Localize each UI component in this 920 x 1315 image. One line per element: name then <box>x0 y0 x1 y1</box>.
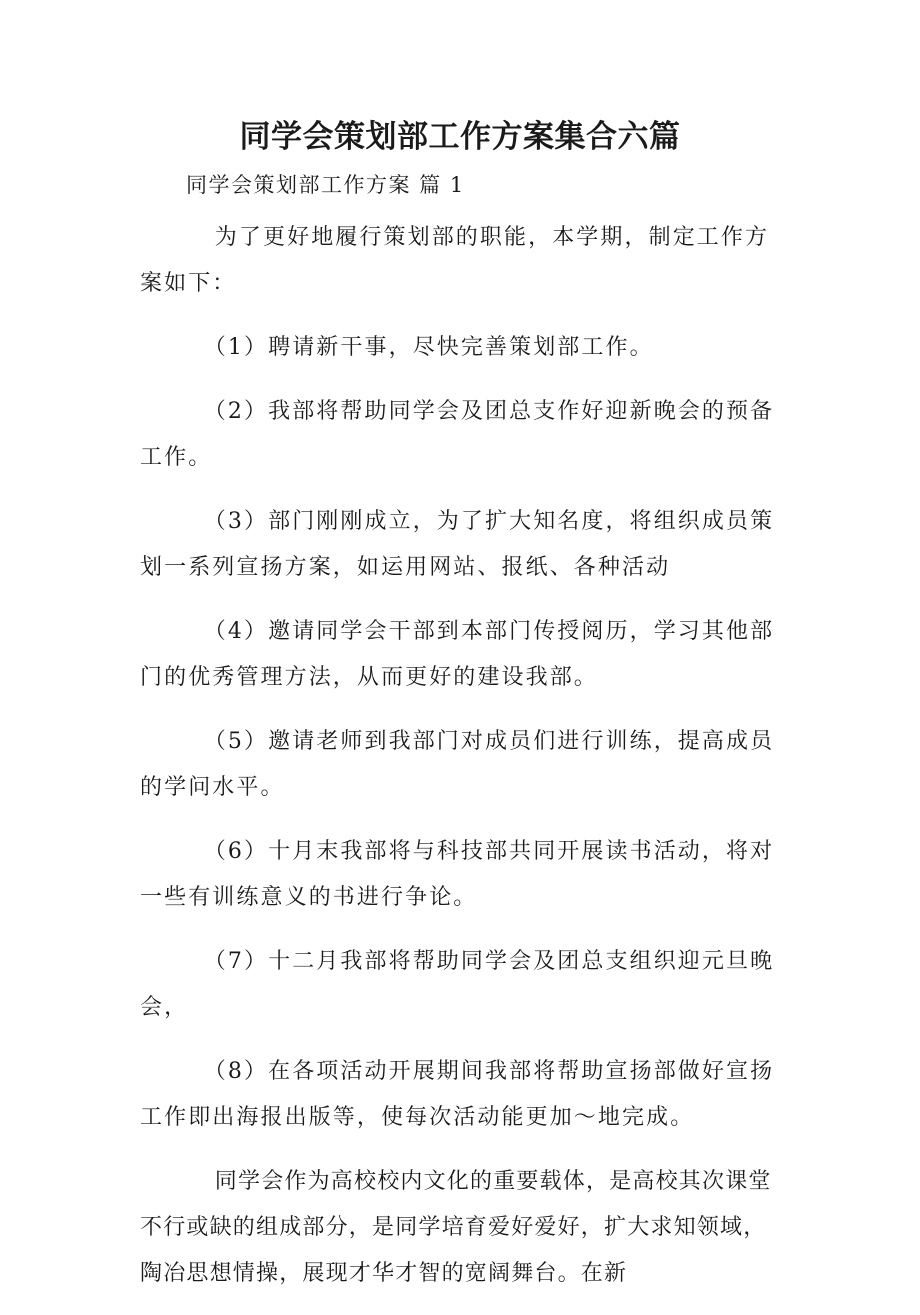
paragraph-item-3: （3）部门刚刚成立，为了扩大知名度，将组织成员策划一系列宣扬方案，如运用网站、报纸、各种活动 <box>140 509 775 580</box>
paragraph-item-1: （1）聘请新干事，尽快完善策划部工作。 <box>203 335 654 360</box>
paragraph-intro: 为了更好地履行策划部的职能，本学期，制定工作方案如下： <box>140 225 770 296</box>
document-title: 同学会策划部工作方案集合六篇 <box>239 119 681 155</box>
paragraph-item-8: （8）在各项活动开展期间我部将帮助宣扬部做好宣扬工作即出海报出版等，使每次活动能更加～地完成。 <box>140 1059 775 1130</box>
paragraph-item-7: （7）十二月我部将帮助同学会及团总支组织迎元旦晚会， <box>140 949 775 1020</box>
paragraph-item-2: （2）我部将帮助同学会及团总支作好迎新晚会的预备工作。 <box>140 399 775 470</box>
section-heading: 同学会策划部工作方案 篇 1 <box>186 173 465 197</box>
document-body <box>140 215 780 1315</box>
paragraph-item-4: （4）邀请同学会干部到本部门传授阅历，学习其他部门的优秀管理方法，从而更好的建设我部。 <box>140 619 775 690</box>
paragraph-item-5: （5）邀请老师到我部门对成员们进行训练，提高成员的学问水平。 <box>140 729 775 800</box>
paragraph-item-6: （6）十月末我部将与科技部共同开展读书活动，将对一些有训练意义的书进行争论。 <box>140 839 775 910</box>
paragraph-closing: 同学会作为高校校内文化的重要载体，是高校其次课堂不行或缺的组成部分，是同学培育爱好爱好，扩大求知领域，陶冶思想情操，展现才华才智的宽阔舞台。在新 <box>140 1169 772 1286</box>
